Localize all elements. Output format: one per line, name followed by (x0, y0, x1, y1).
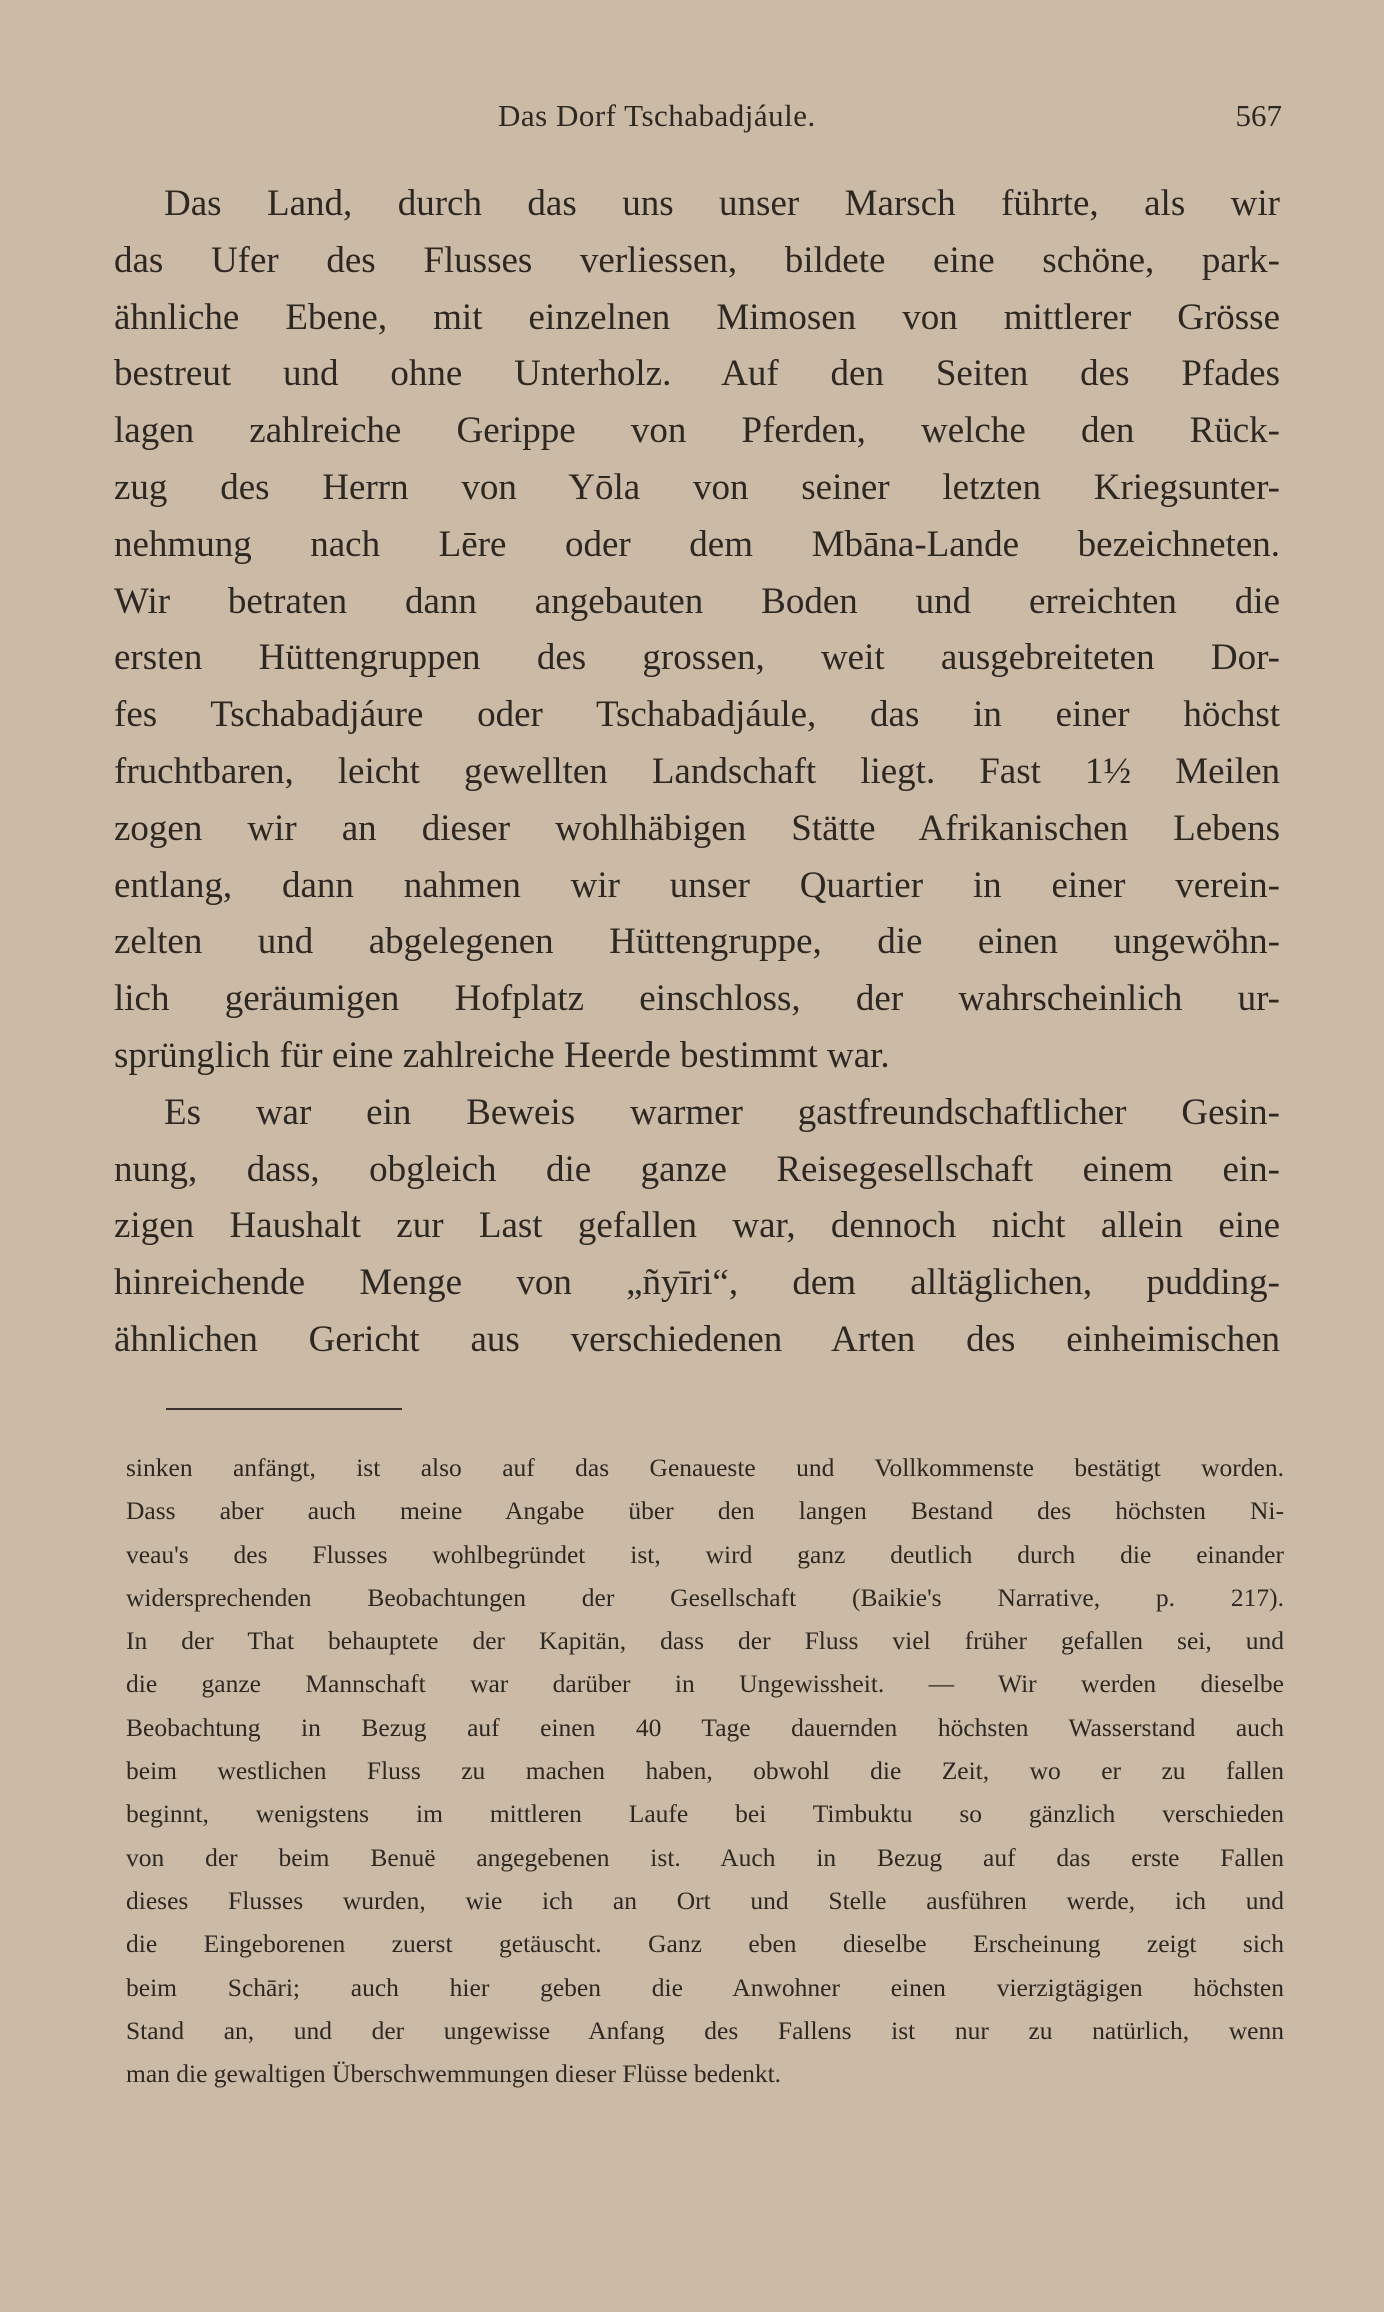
footnote-line: beginnt, wenigstens im mittleren Laufe bei Timbuktu so gänzlich verschieden (126, 1799, 1284, 1829)
footnote-line: sinken anfängt, ist also auf das Genaueste und Vollkommenste bestätigt worden. (126, 1453, 1284, 1482)
footnote-line: In der That behauptete der Kapitän, dass der Fluss viel früher gefallen sei, und (126, 1626, 1284, 1656)
text-line: sprünglich für eine zahlreiche Heerde bestimmt war. (114, 1034, 890, 1076)
page-number: 567 (1235, 98, 1282, 133)
text-line: hinreichende Menge von „ñyīri“, dem alltäglichen, pudding- (114, 1262, 1280, 1304)
main-text (114, 176, 1280, 1369)
text-line: zogen wir an dieser wohlhäbigen Stätte Afrikanischen Lebens (114, 807, 1280, 849)
text-line: Das Land, durch das uns unser Marsch führte, als wir (164, 183, 1280, 224)
footnote-line: die ganze Mannschaft war darüber in Ungewissheit. — Wir werden dieselbe (126, 1669, 1284, 1699)
footnote-line: Stand an, und der ungewisse Anfang des Fallens ist nur zu natürlich, wenn (126, 2015, 1284, 2045)
footnote-line: widersprechenden Beobachtungen der Gesellschaft (Baikie's Narrative, p. 217). (126, 1582, 1284, 1612)
running-title: Das Dorf Tschabadjáule. (498, 98, 816, 133)
footnote (126, 1446, 1284, 2095)
footnote-line: beim westlichen Fluss zu machen haben, obwohl die Zeit, wo er zu fallen (126, 1756, 1284, 1786)
footnote-line: beim Schāri; auch hier geben die Anwohner einen vierzigtägigen höchsten (126, 1972, 1284, 2002)
text-line: zigen Haushalt zur Last gefallen war, dennoch nicht allein eine (114, 1205, 1280, 1247)
footnote-line: Dass aber auch meine Angabe über den langen Bestand des höchsten Ni- (126, 1496, 1284, 1526)
text-line: Wir betraten dann angebauten Boden und erreichten die (114, 580, 1280, 622)
footnote-line: die Eingeborenen zuerst getäuscht. Ganz eben dieselbe Erscheinung zeigt sich (126, 1929, 1284, 1959)
text-line: zug des Herrn von Yōla von seiner letzten Kriegsunter- (114, 466, 1280, 508)
footnote-line: Beobachtung in Bezug auf einen 40 Tage dauernden höchsten Wasserstand auch (126, 1712, 1284, 1742)
text-line: zelten und abgelegenen Hüttengruppe, die einen ungewöhn- (114, 921, 1280, 963)
text-line: fes Tschabadjáure oder Tschabadjáule, das in einer höchst (114, 694, 1280, 736)
footnote-divider (166, 1408, 402, 1410)
text-line: ähnlichen Gericht aus verschiedenen Arten des einheimischen (114, 1318, 1280, 1360)
text-line: das Ufer des Flusses verliessen, bildete eine schöne, park- (114, 239, 1280, 281)
text-line: entlang, dann nahmen wir unser Quartier in einer verein- (114, 864, 1280, 906)
text-line: nehmung nach Lēre oder dem Mbāna-Lande bezeichneten. (114, 523, 1280, 565)
footnote-line: man die gewaltigen Überschwemmungen dieser Flüsse bedenkt. (126, 2059, 782, 2089)
page-header (0, 98, 1384, 148)
text-line: fruchtbaren, leicht gewellten Landschaft liegt. Fast 1½ Meilen (114, 750, 1280, 792)
text-line: lagen zahlreiche Gerippe von Pferden, welche den Rück- (114, 410, 1280, 452)
text-line: ähnliche Ebene, mit einzelnen Mimosen von mittlerer Grösse (114, 296, 1280, 338)
text-line: Es war ein Beweis warmer gastfreundschaftlicher Gesin- (164, 1091, 1280, 1133)
text-line: nung, dass, obgleich die ganze Reisegesellschaft einem ein- (114, 1148, 1280, 1190)
footnote-line: von der beim Benuë angegebenen ist. Auch in Bezug auf das erste Fallen (126, 1842, 1284, 1872)
text-line: lich geräumigen Hofplatz einschloss, der wahrscheinlich ur- (114, 978, 1280, 1020)
footnote-line: dieses Flusses wurden, wie ich an Ort und Stelle ausführen werde, ich und (126, 1885, 1284, 1915)
text-line: ersten Hüttengruppen des grossen, weit ausgebreiteten Dor- (114, 637, 1280, 679)
text-line: bestreut und ohne Unterholz. Auf den Seiten des Pfades (114, 353, 1280, 395)
footnote-line: veau's des Flusses wohlbegründet ist, wird ganz deutlich durch die einander (126, 1539, 1284, 1569)
